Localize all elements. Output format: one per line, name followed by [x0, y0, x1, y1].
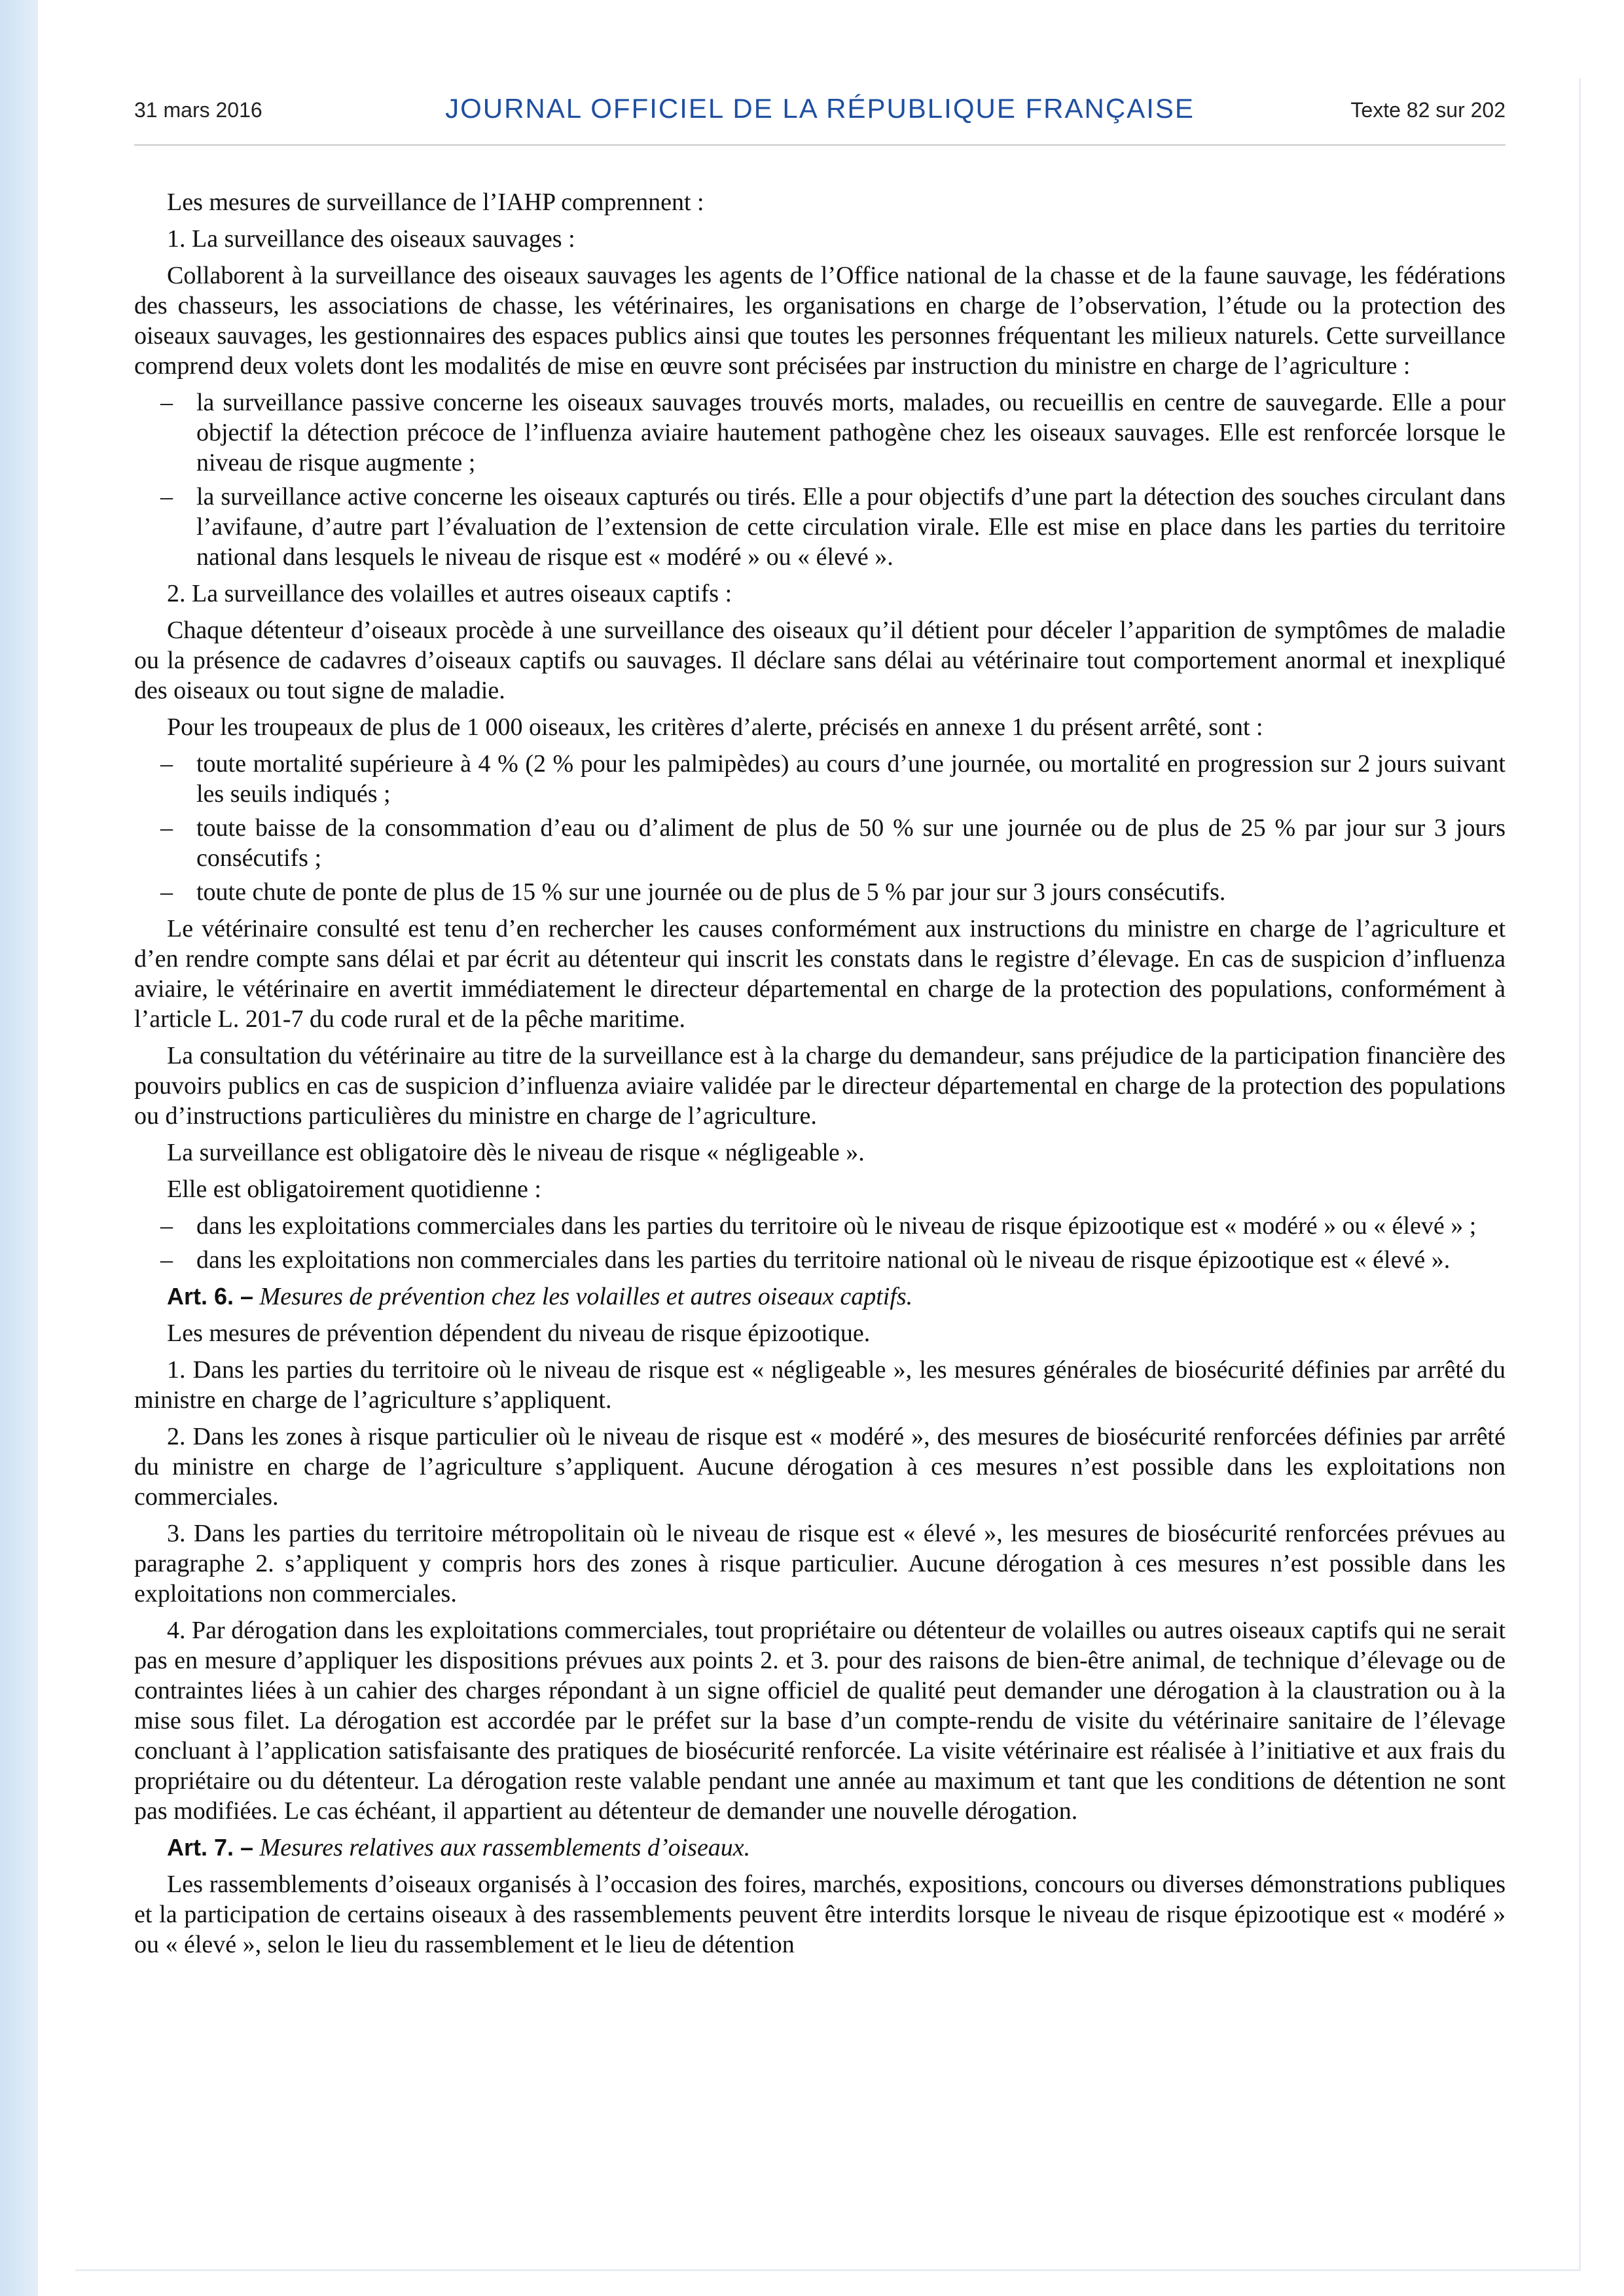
- paragraph: La surveillance est obligatoire dès le niveau de risque « négligeable ».: [167, 1139, 865, 1166]
- section-heading: 2. La surveillance des volailles et autres oiseaux captifs :: [167, 580, 732, 607]
- list-item: – toute chute de ponte de plus de 15 % sur une journée ou de plus de 5 % par jour sur 3 jours consécutifs.: [134, 877, 1506, 907]
- paragraph: La consultation du vétérinaire au titre de la surveillance est à la charge du demandeur, sans préjudice de la participation financière des pouvoirs publics en cas de suspicion d’influenza aviaire validée par le directeur départemental en charge de la protection des populations ou d’instructions particulières du ministre en charge de l’agriculture.: [134, 1042, 1506, 1130]
- article-6-heading: [134, 1282, 1506, 1312]
- paragraph: Chaque détenteur d’oiseaux procède à une surveillance des oiseaux qu’il détient pour déceler l’apparition de symptômes de maladie ou la présence de cadavres d’oiseaux captifs ou sauvages. Il déclare sans délai au vétérinaire tout comportement anormal et inexpliqué des oiseaux ou tout signe de maladie.: [134, 617, 1506, 704]
- publication-date: 31 mars 2016: [134, 98, 262, 122]
- article-number: Art. 7. –: [167, 1834, 254, 1861]
- paragraph: Le vétérinaire consulté est tenu d’en rechercher les causes conformément aux instructions du ministre en charge de l’agriculture et d’en rendre compte sans délai et par écrit au détenteur qui inscrit les constats dans le registre d’élevage. En cas de suspicion d’influenza aviaire, le vétérinaire en avertit immédiatement le directeur départemental en charge de la protection des populations, conformément à l’article L. 201-7 du code rural et de la pêche maritime.: [134, 915, 1506, 1033]
- article-number: Art. 6. –: [167, 1283, 254, 1310]
- paragraph: Les mesures de surveillance de l’IAHP comprennent :: [167, 188, 704, 216]
- article-7-heading: [134, 1833, 1506, 1863]
- list-item: – la surveillance active concerne les oiseaux capturés ou tirés. Elle a pour objectifs d’une part la détection des souches circulant dans l’avifaune, d’autre part l’évaluation de l’extension de cette circulation virale. Elle est mise en place dans les parties du territoire national dans lesquels le niveau de risque est « modéré » ou « élevé ».: [134, 482, 1506, 572]
- text-reference: Texte 82 sur 202: [1350, 98, 1506, 122]
- paragraph: 3. Dans les parties du territoire métropolitain où le niveau de risque est « élevé », les mesures de biosécurité renforcées prévues au paragraphe 2. s’appliquent y compris hors des zones à risque particulier. Aucune dérogation à ces mesures n’est possible dans les exploitations non commerciales.: [134, 1520, 1506, 1607]
- article-title: Mesures relatives aux rassemblements d’oiseaux.: [259, 1834, 751, 1861]
- paragraph: 2. Dans les zones à risque particulier où le niveau de risque est « modéré », des mesures de biosécurité renforcées définies par arrêté du ministre en charge de l’agriculture s’appliquent. Aucune dérogation à ces mesures n’est possible dans les exploitations non commerciales.: [134, 1423, 1506, 1511]
- section-heading: 1. La surveillance des oiseaux sauvages :: [167, 225, 575, 253]
- paragraph: Les mesures de prévention dépendent du niveau de risque épizootique.: [167, 1319, 871, 1347]
- bullet-list: [134, 1211, 1506, 1275]
- list-item: – dans les exploitations non commerciales dans les parties du territoire national où le niveau de risque épizootique est « élevé ».: [134, 1245, 1506, 1275]
- bullet-list: [134, 387, 1506, 572]
- paragraph: Pour les troupeaux de plus de 1 000 oiseaux, les critères d’alerte, précisés en annexe 1 du présent arrêté, sont :: [167, 713, 1263, 741]
- page-header: [134, 93, 1506, 146]
- list-item: – la surveillance passive concerne les oiseaux sauvages trouvés morts, malades, ou recueillis en centre de sauvegarde. Elle a pour objectif la détection précoce de l’influenza aviaire hautement pathogène chez les oiseaux sauvages. Elle est renforcée lorsque le niveau de risque augmente ;: [134, 387, 1506, 478]
- paragraph: Collaborent à la surveillance des oiseaux sauvages les agents de l’Office national de la chasse et de la faune sauvage, les fédérations des chasseurs, les associations de chasse, les vétérinaires, les organisations en charge de l’observation, l’étude ou la protection des oiseaux sauvages, les gestionnaires des espaces publics ainsi que toutes les personnes fréquentant les milieux naturels. Cette surveillance comprend deux volets dont les modalités de mise en œuvre sont précisées par instruction du ministre en charge de l’agriculture :: [134, 262, 1506, 380]
- list-item: – toute baisse de la consommation d’eau ou d’aliment de plus de 50 % sur une journée ou de plus de 25 % par jour sur 3 jours consécutifs ;: [134, 813, 1506, 873]
- paragraph: 4. Par dérogation dans les exploitations commerciales, tout propriétaire ou détenteur de volailles ou autres oiseaux captifs qui ne serait pas en mesure d’appliquer les dispositions prévues aux points 2. et 3. pour des raisons de bien-être animal, de technique d’élevage ou de contraintes liées à un cahier des charges répondant à un signe officiel de qualité peut demander une dérogation à la claustration ou à la mise sous filet. La dérogation est accordée par le préfet sur la base d’un compte-rendu de visite du vétérinaire sanitaire de l’élevage concluant à l’application satisfaisante des pratiques de biosécurité renforcée. La visite vétérinaire est réalisée à l’initiative et aux frais du propriétaire ou du détenteur. La dérogation reste valable pendant une année au maximum et tant que les conditions de détention ne sont pas modifiées. Le cas échéant, il appartient au détenteur de demander une nouvelle dérogation.: [134, 1617, 1506, 1825]
- paragraph: 1. Dans les parties du territoire où le niveau de risque est « négligeable », les mesures générales de biosécurité définies par arrêté du ministre en charge de l’agriculture s’appliquent.: [134, 1356, 1506, 1414]
- list-item: – toute mortalité supérieure à 4 % (2 % pour les palmipèdes) au cours d’une journée, ou mortalité en progression sur 2 jours suivant les seuils indiqués ;: [134, 749, 1506, 809]
- paragraph: Les rassemblements d’oiseaux organisés à l’occasion des foires, marchés, expositions, concours ou diverses démonstrations publiques et la participation de certains oiseaux à des rassemblements peuvent être interdits lorsque le niveau de risque épizootique est « modéré » ou « élevé », selon le lieu du rassemblement et le lieu de détention: [134, 1871, 1506, 1958]
- article-title: Mesures de prévention chez les volailles et autres oiseaux captifs.: [259, 1283, 913, 1310]
- page-margin-bar: [0, 0, 38, 2296]
- list-item: – dans les exploitations commerciales dans les parties du territoire où le niveau de risque épizootique est « modéré » ou « élevé » ;: [134, 1211, 1506, 1241]
- journal-title: JOURNAL OFFICIEL DE LA RÉPUBLIQUE FRANÇAISE: [445, 93, 1195, 124]
- paragraph: Elle est obligatoirement quotidienne :: [167, 1175, 541, 1203]
- bullet-list: [134, 749, 1506, 907]
- document-body: [134, 187, 1506, 1966]
